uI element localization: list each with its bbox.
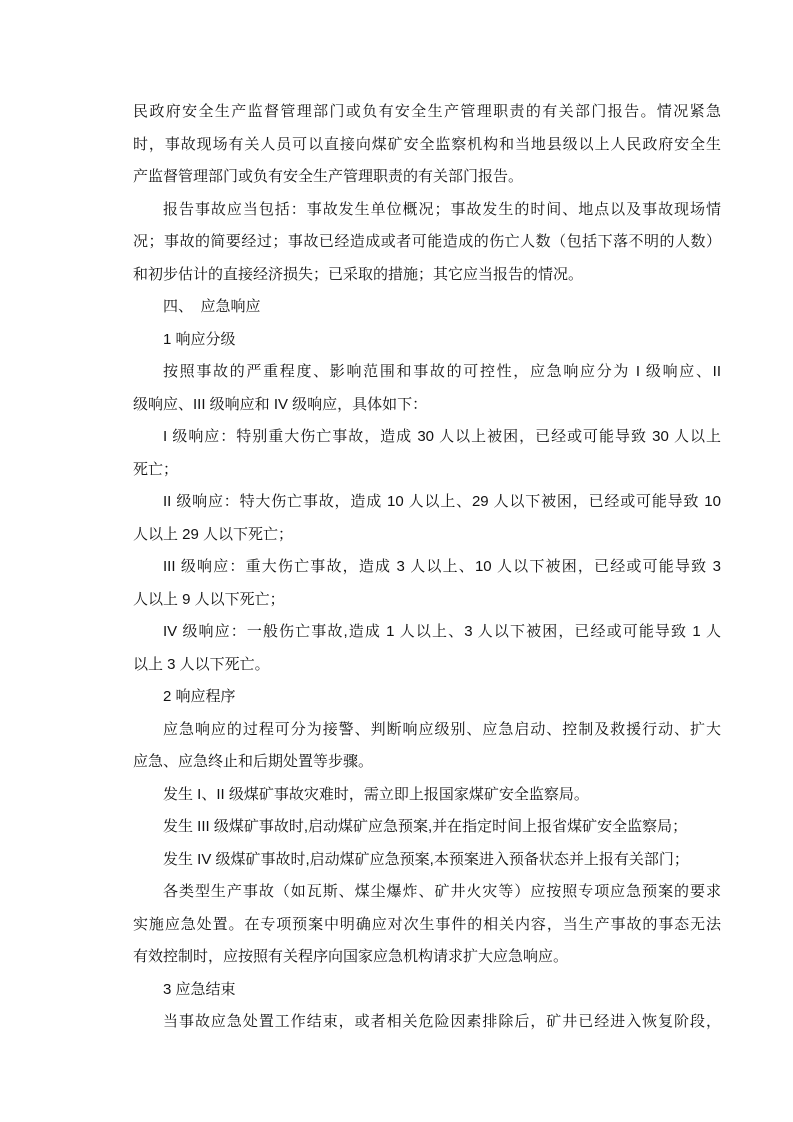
text-line: II 级响应：特大伤亡事故，造成 10 人以上、29 人以下被困，已经或可能导致 10 — [163, 493, 721, 510]
text-line: 3 应急结束 — [163, 980, 236, 998]
text-line: 1 响应分级 — [163, 330, 236, 348]
text-line: 况；事故的简要经过；事故已经造成或者可能造成的伤亡人数（包括下落不明的人数） — [133, 233, 721, 250]
text-line: 和初步估计的直接经济损失；已采取的措施；其它应当报告的情况。 — [133, 265, 584, 283]
text-line: 有效控制时，应按照有关程序向国家应急机构请求扩大应急响应。 — [133, 948, 569, 965]
text-line: 时，事故现场有关人员可以直接向煤矿安全监察机构和当地县级以上人民政府安全生 — [133, 135, 721, 153]
text-line: I 级响应：特别重大伤亡事故，造成 30 人以上被困，已经或可能导致 30 人以上 — [163, 428, 721, 445]
text-line: 各类型生产事故（如瓦斯、煤尘爆炸、矿井火灾等）应按照专项应急预案的要求 — [163, 883, 721, 900]
text-line: 四、 应急响应 — [163, 298, 261, 315]
text-line: III 级响应：重大伤亡事故，造成 3 人以上、10 人以下被困，已经或可能导致 3 — [163, 558, 721, 575]
text-line: 民政府安全生产监督管理部门或负有安全生产管理职责的有关部门报告。情况紧急 — [133, 103, 721, 120]
text-line: 2 响应程序 — [163, 688, 236, 705]
text-line: 人以上 9 人以下死亡； — [133, 590, 285, 608]
text-line: 按照事故的严重程度、影响范围和事故的可控性，应急响应分为 I 级响应、II — [163, 363, 721, 380]
text-line: 级响应、III 级响应和 IV 级响应，具体如下： — [133, 395, 428, 413]
text-line: 应急响应的过程可分为接警、判断响应级别、应急启动、控制及救援行动、扩大 — [163, 720, 721, 738]
text-line: IV 级响应：一般伤亡事故,造成 1 人以上、3 人以下被困，已经或可能导致 1 人 — [163, 623, 721, 640]
document-body — [133, 96, 721, 1039]
text-line: 发生 IV 级煤矿事故时,启动煤矿应急预案,本预案进入预备状态并上报有关部门； — [163, 850, 689, 868]
text-line: 发生 I、II 级煤矿事故灾难时，需立即上报国家煤矿安全监察局。 — [163, 785, 589, 803]
text-line: 报告事故应当包括：事故发生单位概况；事故发生的时间、地点以及事故现场情 — [163, 200, 721, 218]
text-line: 发生 III 级煤矿事故时,启动煤矿应急预案,并在指定时间上报省煤矿安全监察局； — [163, 818, 688, 835]
text-line: 应急、应急终止和后期处置等步骤。 — [133, 753, 374, 770]
text-line: 当事故应急处置工作结束，或者相关危险因素排除后，矿井已经进入恢复阶段， — [163, 1013, 721, 1030]
text-line: 以上 3 人以下死亡。 — [133, 655, 270, 673]
text-line: 死亡； — [133, 460, 179, 478]
text-line: 实施应急处置。在专项预案中明确应对次生事件的相关内容，当生产事故的事态无法 — [133, 915, 721, 933]
text-line: 人以上 29 人以下死亡； — [133, 525, 294, 543]
text-line: 产监督管理部门或负有安全生产管理职责的有关部门报告。 — [133, 168, 524, 185]
